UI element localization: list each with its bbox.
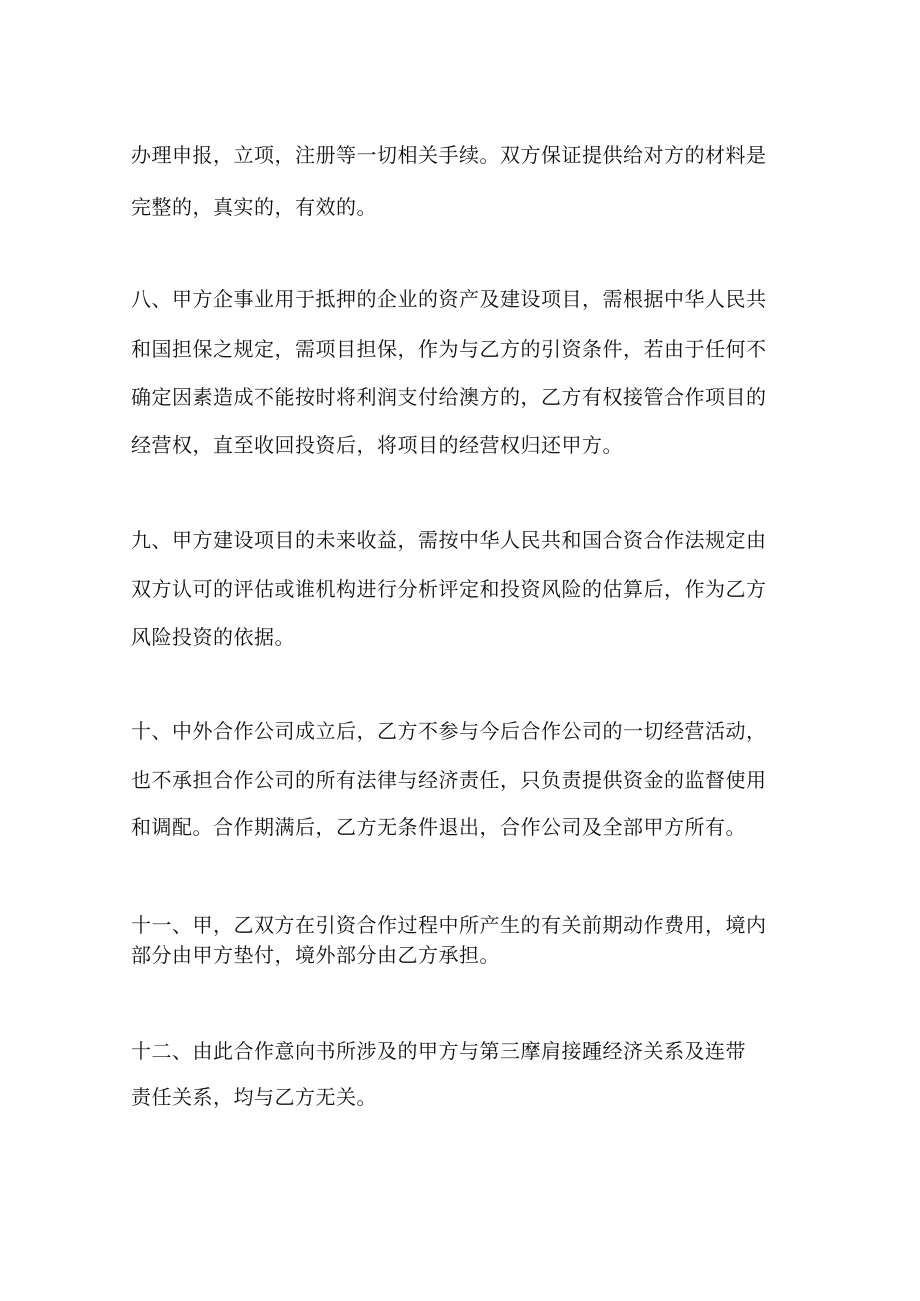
clause-12-line-1: 十二、由此合作意向书所涉及的甲方与第三摩肩接踵经济关系及连带 bbox=[131, 1039, 746, 1063]
clause-8-line-2: 和国担保之规定，需项目担保，作为与乙方的引资条件，若由于任何不 bbox=[131, 337, 767, 361]
clause-8-line-3: 确定因素造成不能按时将利润支付给澳方的，乙方有权接管合作项目的 bbox=[131, 385, 767, 409]
clause-12-line-2: 责任关系，均与乙方无关。 bbox=[131, 1085, 377, 1109]
clause-10-line-3: 和调配。合作期满后，乙方无条件退出，合作公司及全部甲方所有。 bbox=[131, 815, 746, 839]
clause-11-line-1: 十一、甲，乙双方在引资合作过程中所产生的有关前期动作费用，境内 bbox=[131, 913, 767, 937]
paragraph-continuation-line-2: 完整的，真实的，有效的。 bbox=[131, 195, 377, 219]
clause-9-line-1: 九、甲方建设项目的未来收益，需按中华人民共和国合资合作法规定由 bbox=[131, 528, 767, 552]
clause-8-line-4: 经营权，直至收回投资后，将项目的经营权归还甲方。 bbox=[131, 433, 623, 457]
clause-9-line-2: 双方认可的评估或谁机构进行分析评定和投资风险的估算后，作为乙方 bbox=[131, 577, 767, 601]
clause-10-line-1: 十、中外合作公司成立后，乙方不参与今后合作公司的一切经营活动， bbox=[131, 719, 767, 743]
paragraph-continuation-line-1: 办理申报，立项，注册等一切相关手续。双方保证提供给对方的材料是 bbox=[131, 143, 767, 167]
clause-10-line-2: 也不承担合作公司的所有法律与经济责任，只负责提供资金的监督使用 bbox=[131, 768, 767, 792]
clause-11-line-2: 部分由甲方垫付，境外部分由乙方承担。 bbox=[131, 943, 500, 967]
clause-8-line-1: 八、甲方企事业用于抵押的企业的资产及建设项目，需根据中华人民共 bbox=[131, 287, 767, 311]
clause-9-line-3: 风险投资的依据。 bbox=[131, 625, 295, 649]
